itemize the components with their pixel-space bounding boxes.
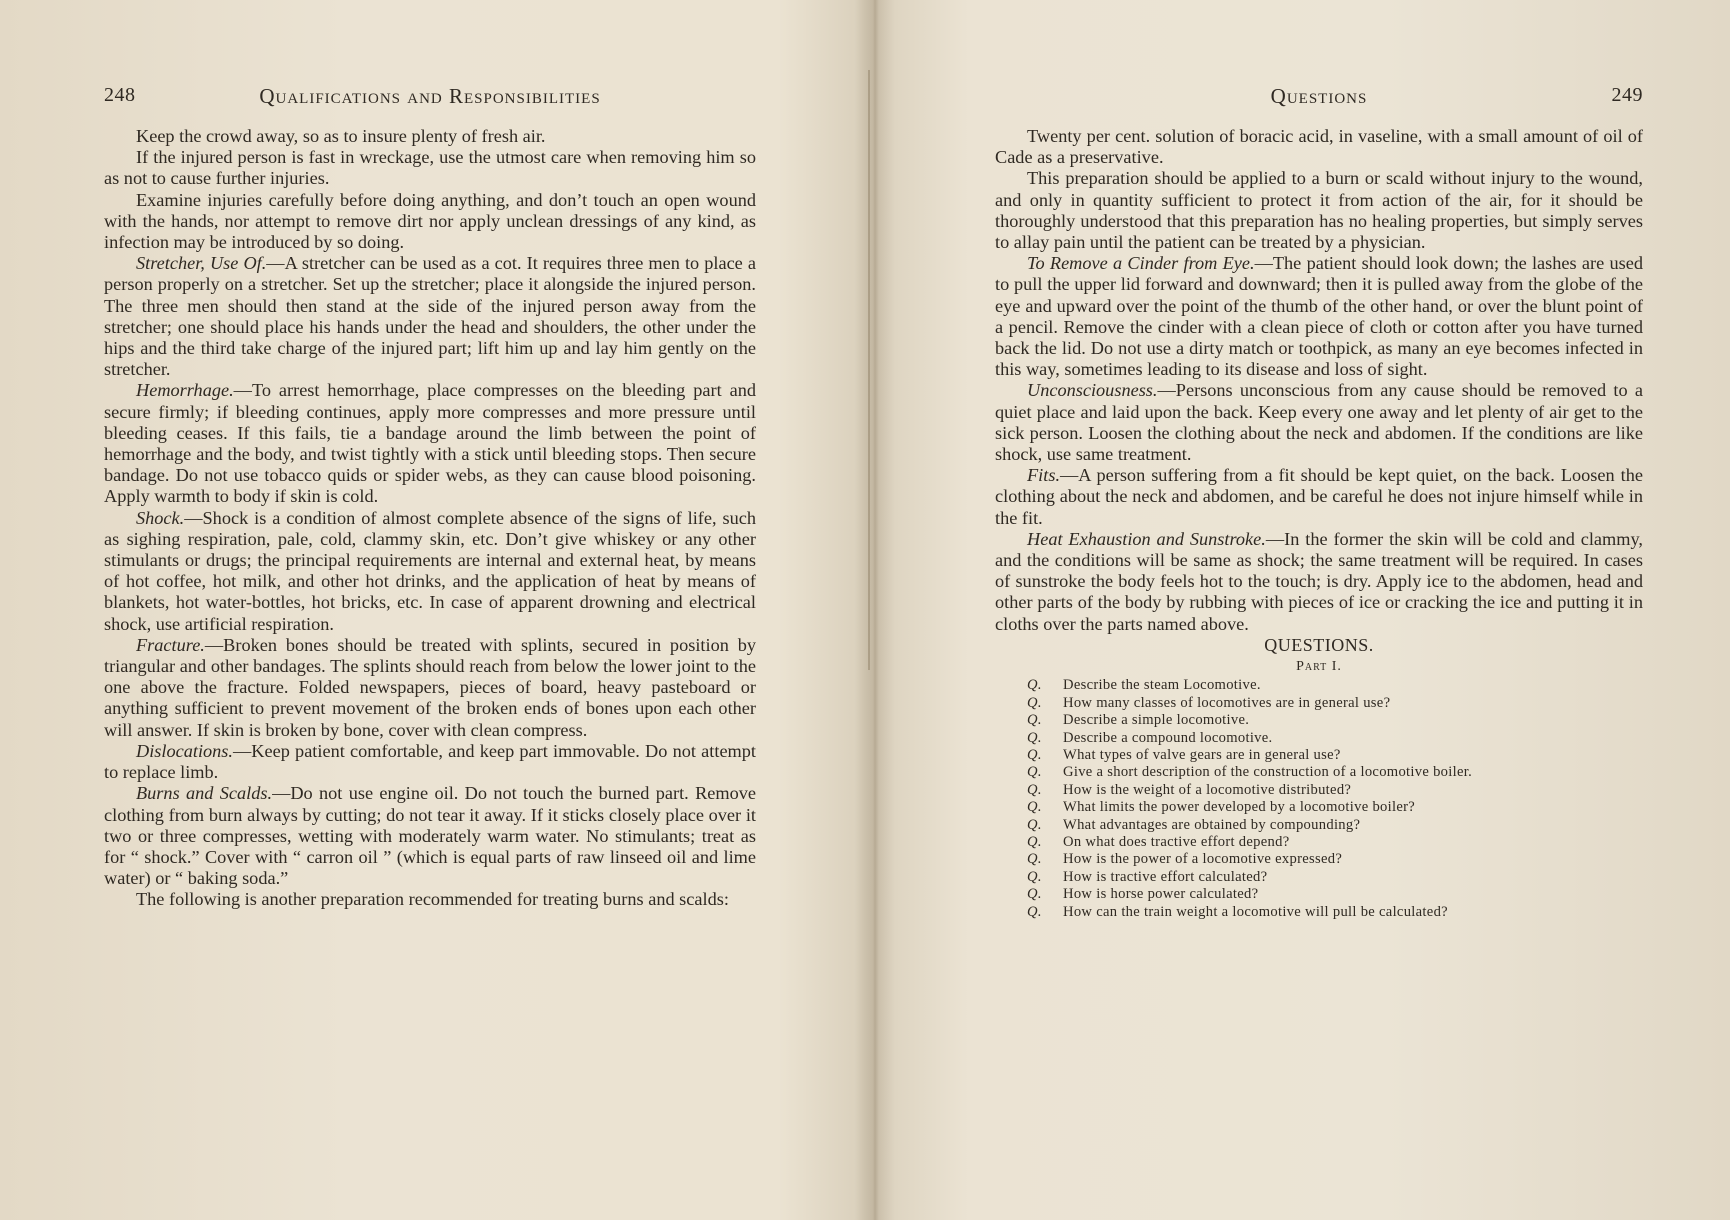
paragraph-fracture: Fracture.—Broken bones should be treated with splints, secured in position by triangular and other bandages. The splints should reach from below the lower joint to the one above the fracture. Folded newspapers, pieces of board, heavy pasteboard or anything sufficient to prevent movement of the broken ends of bones upon each other will answer. If skin is broken by bone, cover with clean compress. bbox=[104, 634, 756, 740]
right-running-head: Questions bbox=[1270, 84, 1368, 108]
section-heading: Dislocations. bbox=[136, 740, 233, 761]
questions-list bbox=[995, 677, 1643, 921]
section-heading: Stretcher, Use Of. bbox=[136, 253, 267, 274]
section-heading: Burns and Scalds. bbox=[136, 783, 273, 804]
question-item: Q. How can the train weight a locomotive will pull be calculated? bbox=[1027, 903, 1448, 920]
section-heading: Hemorrhage. bbox=[136, 380, 234, 401]
left-running-header bbox=[104, 84, 756, 108]
question-item: Q. How is horse power calculated? bbox=[1027, 886, 1259, 903]
paragraph: Keep the crowd away, so as to insure plenty of fresh air. bbox=[136, 126, 546, 146]
left-running-head: Qualifications and Responsibilities bbox=[259, 84, 601, 108]
question-item: Q. How is the weight of a locomotive distributed? bbox=[1027, 781, 1352, 798]
question-item: Q. What limits the power developed by a locomotive boiler? bbox=[1027, 799, 1416, 816]
paragraph-unconsciousness: Unconsciousness.—Persons unconscious from any cause should be removed to a quiet place and laid upon the back. Keep every one away and let plenty of air get to the sick person. Loosen the clothing about the neck and abdomen. If the conditions are like shock, use same treatment. bbox=[995, 380, 1643, 465]
section-heading: Fracture. bbox=[136, 634, 205, 655]
question-item: Q. How is the power of a locomotive expressed? bbox=[1027, 851, 1343, 868]
section-heading: Heat Exhaustion and Sunstroke. bbox=[1027, 528, 1266, 549]
paragraph-heat-exhaustion: Heat Exhaustion and Sunstroke.—In the former the skin will be cold and clammy, and the conditions will be same as shock; the same treatment will be required. In cases of sunstroke the body feels hot to the touch; is dry. Apply ice to the abdomen, head and other parts of the body by rubbing with pieces of ice or cracking the ice and putting it in cloths over the parts named above. bbox=[995, 528, 1644, 634]
gutter-shadow-line bbox=[868, 70, 870, 670]
question-item: Q. Describe a simple locomotive. bbox=[1027, 712, 1250, 729]
questions-title: QUESTIONS. bbox=[1264, 634, 1374, 655]
questions-part: Part I. bbox=[1296, 659, 1342, 675]
paragraph: The following is another preparation recommended for treating burns and scalds: bbox=[136, 889, 729, 910]
paragraph-burns: Burns and Scalds.—Do not use engine oil. Do not touch the burned part. Remove clothing from burn always by cutting; do not tear it away. If it sticks closely place over it two or three compresses, wetting with moderately warm water. No stimulants; treat as for “ shock.” Cover with “ carron oil ” (which is equal parts of raw linseed oil and lime water) or “ baking soda.” bbox=[104, 783, 756, 889]
question-item: Q. On what does tractive effort depend? bbox=[1027, 833, 1290, 850]
left-page bbox=[104, 0, 756, 1220]
question-item: Q. How is tractive effort calculated? bbox=[1027, 868, 1268, 885]
right-page-number: 249 bbox=[1611, 84, 1643, 106]
question-item: Q. What advantages are obtained by compounding? bbox=[1027, 816, 1361, 833]
left-page-number: 248 bbox=[104, 84, 136, 106]
paragraph: This preparation should be applied to a burn or scald without injury to the wound, and only in quantity sufficient to protect it from action of the air, for it should be thoroughly understood that this preparation has no healing properties, but simply serves to allay pain until the patient can be treated by a physician. bbox=[995, 168, 1643, 253]
right-body-text bbox=[995, 126, 1643, 921]
section-heading: To Remove a Cinder from Eye. bbox=[1027, 253, 1255, 274]
paragraph: Examine injuries carefully before doing anything, and don’t touch an open wound with the hands, nor attempt to remove dirt nor apply unclean dressings of any kind, as infection may be introduced by so doing. bbox=[104, 189, 756, 253]
question-item: Q. Give a short description of the construction of a locomotive boiler. bbox=[1027, 764, 1473, 781]
section-heading: Unconsciousness. bbox=[1027, 380, 1158, 401]
paragraph: Twenty per cent. solution of boracic acid, in vaseline, with a small amount of oil of Cade as a preservative. bbox=[995, 126, 1643, 168]
section-heading: Shock. bbox=[136, 507, 185, 528]
question-item: Q. Describe a compound locomotive. bbox=[1027, 729, 1273, 746]
paragraph-stretcher: Stretcher, Use Of.—A stretcher can be used as a cot. It requires three men to place a person properly on a stretcher. Set up the stretcher; place it alongside the injured person. The three men should then stand at the side of the injured person away from the stretcher; one should place his hands under the head and shoulders, the other under the hips and the third take charge of the injured part; lift him up and lay him gently on the stretcher. bbox=[104, 253, 756, 380]
paragraph-dislocations: Dislocations.—Keep patient comfortable, and keep part immovable. Do not attempt to replace limb. bbox=[104, 740, 756, 783]
paragraph-shock: Shock.—Shock is a condition of almost complete absence of the signs of life, such as sighing respiration, pale, cold, clammy skin, etc. Don’t give whiskey or any other stimulants or drugs; the principal requirements are internal and external heat, by means of hot coffee, hot milk, and other hot drinks, and the application of heat by means of blankets, hot water-bottles, hot bricks, etc. In case of apparent drowning and electrical shock, use artificial respiration. bbox=[104, 507, 756, 634]
question-item: Q. How many classes of locomotives are in general use? bbox=[1027, 694, 1391, 711]
paragraph-hemorrhage: Hemorrhage.—To arrest hemorrhage, place compresses on the bleeding part and secure firmly; if bleeding continues, apply more compresses and more pressure until bleeding ceases. If this fails, tie a bandage around the limb between the point of hemorrhage and the body, and twist tightly with a stick until bleeding stops. Then secure bandage. Do not use tobacco quids or spider webs, as they can cause blood poisoning. Apply warmth to body if skin is cold. bbox=[104, 380, 756, 507]
book-gutter bbox=[855, 0, 895, 1220]
paragraph-fits: Fits.—A person suffering from a fit should be kept quiet, on the back. Loosen the clothing about the neck and abdomen, and be careful he does not injure himself while in the fit. bbox=[995, 465, 1643, 528]
left-body-text bbox=[104, 126, 756, 911]
right-running-header bbox=[995, 84, 1643, 108]
section-heading: Fits. bbox=[1027, 465, 1061, 486]
right-page bbox=[995, 0, 1643, 1220]
paragraph: If the injured person is fast in wreckage, use the utmost care when removing him so as not to cause further injuries. bbox=[104, 147, 756, 189]
question-item: Q. Describe the steam Locomotive. bbox=[1027, 677, 1261, 694]
question-item: Q. What types of valve gears are in general use? bbox=[1027, 746, 1341, 763]
paragraph-cinder: To Remove a Cinder from Eye.—The patient should look down; the lashes are used to pull the upper lid forward and downward; then it is pulled away from the globe of the eye and upward over the point of the thumb of the other hand, or over the blunt point of a pencil. Remove the cinder with a clean piece of cloth or cotton after you have turned back the lid. Do not use a dirty match or toothpick, as many an eye becomes infected in this way, sometimes leading to its disease and loss of sight. bbox=[995, 253, 1644, 380]
